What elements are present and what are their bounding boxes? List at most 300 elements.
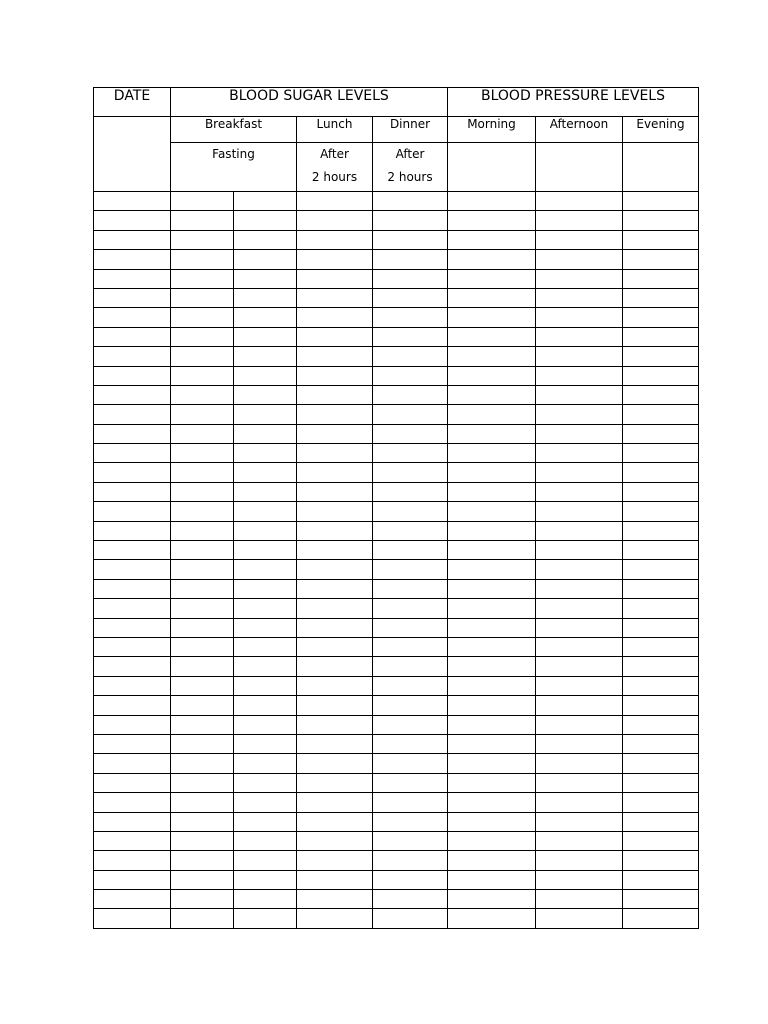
date-cell[interactable] [94,327,171,346]
morning-pressure-cell[interactable] [448,269,536,288]
date-cell[interactable] [94,909,171,928]
evening-pressure-cell[interactable] [623,444,699,463]
breakfast-reading-2-cell[interactable] [234,909,297,928]
morning-pressure-cell[interactable] [448,657,536,676]
morning-pressure-cell[interactable] [448,579,536,598]
breakfast-reading-2-cell[interactable] [234,366,297,385]
breakfast-reading-2-cell[interactable] [234,560,297,579]
morning-pressure-cell[interactable] [448,230,536,249]
breakfast-reading-2-cell[interactable] [234,715,297,734]
morning-pressure-cell[interactable] [448,851,536,870]
dinner-reading-cell[interactable] [373,851,448,870]
breakfast-reading-2-cell[interactable] [234,890,297,909]
morning-pressure-cell[interactable] [448,211,536,230]
date-cell[interactable] [94,192,171,211]
date-cell[interactable] [94,599,171,618]
afternoon-pressure-cell[interactable] [536,482,623,501]
evening-pressure-cell[interactable] [623,211,699,230]
lunch-reading-cell[interactable] [297,560,373,579]
date-cell[interactable] [94,347,171,366]
breakfast-reading-1-cell[interactable] [171,793,234,812]
lunch-reading-cell[interactable] [297,521,373,540]
evening-pressure-cell[interactable] [623,502,699,521]
breakfast-reading-2-cell[interactable] [234,734,297,753]
morning-pressure-cell[interactable] [448,347,536,366]
afternoon-pressure-cell[interactable] [536,637,623,656]
dinner-reading-cell[interactable] [373,521,448,540]
breakfast-reading-1-cell[interactable] [171,560,234,579]
breakfast-reading-1-cell[interactable] [171,579,234,598]
breakfast-reading-2-cell[interactable] [234,288,297,307]
dinner-reading-cell[interactable] [373,288,448,307]
afternoon-pressure-cell[interactable] [536,909,623,928]
evening-pressure-cell[interactable] [623,366,699,385]
breakfast-reading-2-cell[interactable] [234,851,297,870]
breakfast-reading-1-cell[interactable] [171,327,234,346]
dinner-reading-cell[interactable] [373,192,448,211]
dinner-reading-cell[interactable] [373,579,448,598]
afternoon-pressure-cell[interactable] [536,851,623,870]
breakfast-reading-2-cell[interactable] [234,502,297,521]
date-cell[interactable] [94,541,171,560]
lunch-reading-cell[interactable] [297,444,373,463]
morning-pressure-cell[interactable] [448,599,536,618]
morning-pressure-cell[interactable] [448,754,536,773]
morning-pressure-cell[interactable] [448,385,536,404]
morning-pressure-cell[interactable] [448,482,536,501]
afternoon-pressure-cell[interactable] [536,502,623,521]
morning-pressure-cell[interactable] [448,424,536,443]
lunch-reading-cell[interactable] [297,230,373,249]
dinner-reading-cell[interactable] [373,269,448,288]
afternoon-pressure-cell[interactable] [536,385,623,404]
breakfast-reading-1-cell[interactable] [171,851,234,870]
lunch-reading-cell[interactable] [297,579,373,598]
dinner-reading-cell[interactable] [373,909,448,928]
evening-pressure-cell[interactable] [623,599,699,618]
breakfast-reading-1-cell[interactable] [171,890,234,909]
breakfast-reading-2-cell[interactable] [234,754,297,773]
date-cell[interactable] [94,560,171,579]
lunch-reading-cell[interactable] [297,541,373,560]
lunch-reading-cell[interactable] [297,366,373,385]
date-cell[interactable] [94,288,171,307]
dinner-reading-cell[interactable] [373,230,448,249]
breakfast-reading-2-cell[interactable] [234,831,297,850]
lunch-reading-cell[interactable] [297,463,373,482]
breakfast-reading-1-cell[interactable] [171,734,234,753]
afternoon-pressure-cell[interactable] [536,463,623,482]
date-cell[interactable] [94,870,171,889]
breakfast-reading-2-cell[interactable] [234,444,297,463]
afternoon-pressure-cell[interactable] [536,211,623,230]
breakfast-reading-2-cell[interactable] [234,637,297,656]
morning-pressure-cell[interactable] [448,502,536,521]
evening-pressure-cell[interactable] [623,793,699,812]
evening-pressure-cell[interactable] [623,851,699,870]
dinner-reading-cell[interactable] [373,541,448,560]
lunch-reading-cell[interactable] [297,754,373,773]
evening-pressure-cell[interactable] [623,773,699,792]
dinner-reading-cell[interactable] [373,308,448,327]
evening-pressure-cell[interactable] [623,424,699,443]
breakfast-reading-2-cell[interactable] [234,269,297,288]
lunch-reading-cell[interactable] [297,347,373,366]
breakfast-reading-1-cell[interactable] [171,463,234,482]
evening-pressure-cell[interactable] [623,734,699,753]
dinner-reading-cell[interactable] [373,696,448,715]
lunch-reading-cell[interactable] [297,405,373,424]
breakfast-reading-1-cell[interactable] [171,366,234,385]
afternoon-pressure-cell[interactable] [536,288,623,307]
date-cell[interactable] [94,308,171,327]
dinner-reading-cell[interactable] [373,773,448,792]
date-cell[interactable] [94,831,171,850]
date-cell[interactable] [94,812,171,831]
breakfast-reading-2-cell[interactable] [234,793,297,812]
afternoon-pressure-cell[interactable] [536,793,623,812]
evening-pressure-cell[interactable] [623,521,699,540]
lunch-reading-cell[interactable] [297,870,373,889]
date-cell[interactable] [94,463,171,482]
afternoon-pressure-cell[interactable] [536,230,623,249]
breakfast-reading-1-cell[interactable] [171,812,234,831]
breakfast-reading-1-cell[interactable] [171,831,234,850]
breakfast-reading-1-cell[interactable] [171,288,234,307]
breakfast-reading-1-cell[interactable] [171,308,234,327]
dinner-reading-cell[interactable] [373,734,448,753]
date-cell[interactable] [94,521,171,540]
evening-pressure-cell[interactable] [623,192,699,211]
breakfast-reading-1-cell[interactable] [171,773,234,792]
dinner-reading-cell[interactable] [373,560,448,579]
dinner-reading-cell[interactable] [373,676,448,695]
evening-pressure-cell[interactable] [623,269,699,288]
breakfast-reading-2-cell[interactable] [234,250,297,269]
afternoon-pressure-cell[interactable] [536,618,623,637]
breakfast-reading-1-cell[interactable] [171,618,234,637]
date-cell[interactable] [94,734,171,753]
dinner-reading-cell[interactable] [373,424,448,443]
date-cell[interactable] [94,405,171,424]
dinner-reading-cell[interactable] [373,405,448,424]
breakfast-reading-1-cell[interactable] [171,250,234,269]
morning-pressure-cell[interactable] [448,366,536,385]
breakfast-reading-1-cell[interactable] [171,347,234,366]
date-cell[interactable] [94,502,171,521]
afternoon-pressure-cell[interactable] [536,676,623,695]
breakfast-reading-2-cell[interactable] [234,618,297,637]
afternoon-pressure-cell[interactable] [536,870,623,889]
date-cell[interactable] [94,366,171,385]
evening-pressure-cell[interactable] [623,831,699,850]
breakfast-reading-1-cell[interactable] [171,444,234,463]
morning-pressure-cell[interactable] [448,288,536,307]
evening-pressure-cell[interactable] [623,482,699,501]
evening-pressure-cell[interactable] [623,560,699,579]
dinner-reading-cell[interactable] [373,890,448,909]
morning-pressure-cell[interactable] [448,696,536,715]
breakfast-reading-2-cell[interactable] [234,385,297,404]
morning-pressure-cell[interactable] [448,521,536,540]
breakfast-reading-2-cell[interactable] [234,773,297,792]
date-cell[interactable] [94,269,171,288]
breakfast-reading-1-cell[interactable] [171,230,234,249]
breakfast-reading-1-cell[interactable] [171,502,234,521]
breakfast-reading-1-cell[interactable] [171,676,234,695]
dinner-reading-cell[interactable] [373,599,448,618]
dinner-reading-cell[interactable] [373,831,448,850]
morning-pressure-cell[interactable] [448,831,536,850]
dinner-reading-cell[interactable] [373,637,448,656]
date-cell[interactable] [94,637,171,656]
dinner-reading-cell[interactable] [373,385,448,404]
afternoon-pressure-cell[interactable] [536,327,623,346]
date-cell[interactable] [94,696,171,715]
lunch-reading-cell[interactable] [297,192,373,211]
breakfast-reading-2-cell[interactable] [234,424,297,443]
evening-pressure-cell[interactable] [623,579,699,598]
lunch-reading-cell[interactable] [297,676,373,695]
breakfast-reading-2-cell[interactable] [234,230,297,249]
afternoon-pressure-cell[interactable] [536,424,623,443]
afternoon-pressure-cell[interactable] [536,657,623,676]
date-cell[interactable] [94,618,171,637]
breakfast-reading-1-cell[interactable] [171,211,234,230]
lunch-reading-cell[interactable] [297,773,373,792]
date-cell[interactable] [94,211,171,230]
evening-pressure-cell[interactable] [623,327,699,346]
evening-pressure-cell[interactable] [623,812,699,831]
morning-pressure-cell[interactable] [448,250,536,269]
afternoon-pressure-cell[interactable] [536,831,623,850]
lunch-reading-cell[interactable] [297,250,373,269]
afternoon-pressure-cell[interactable] [536,754,623,773]
evening-pressure-cell[interactable] [623,870,699,889]
date-cell[interactable] [94,579,171,598]
afternoon-pressure-cell[interactable] [536,347,623,366]
morning-pressure-cell[interactable] [448,715,536,734]
breakfast-reading-2-cell[interactable] [234,579,297,598]
evening-pressure-cell[interactable] [623,890,699,909]
evening-pressure-cell[interactable] [623,696,699,715]
breakfast-reading-2-cell[interactable] [234,192,297,211]
afternoon-pressure-cell[interactable] [536,560,623,579]
lunch-reading-cell[interactable] [297,831,373,850]
date-cell[interactable] [94,444,171,463]
lunch-reading-cell[interactable] [297,657,373,676]
breakfast-reading-2-cell[interactable] [234,870,297,889]
breakfast-reading-2-cell[interactable] [234,405,297,424]
lunch-reading-cell[interactable] [297,482,373,501]
morning-pressure-cell[interactable] [448,734,536,753]
breakfast-reading-1-cell[interactable] [171,637,234,656]
dinner-reading-cell[interactable] [373,812,448,831]
date-cell[interactable] [94,657,171,676]
lunch-reading-cell[interactable] [297,288,373,307]
breakfast-reading-2-cell[interactable] [234,347,297,366]
morning-pressure-cell[interactable] [448,676,536,695]
morning-pressure-cell[interactable] [448,793,536,812]
dinner-reading-cell[interactable] [373,444,448,463]
lunch-reading-cell[interactable] [297,851,373,870]
morning-pressure-cell[interactable] [448,870,536,889]
breakfast-reading-2-cell[interactable] [234,308,297,327]
evening-pressure-cell[interactable] [623,676,699,695]
lunch-reading-cell[interactable] [297,812,373,831]
morning-pressure-cell[interactable] [448,405,536,424]
lunch-reading-cell[interactable] [297,696,373,715]
breakfast-reading-1-cell[interactable] [171,870,234,889]
breakfast-reading-2-cell[interactable] [234,482,297,501]
breakfast-reading-1-cell[interactable] [171,657,234,676]
evening-pressure-cell[interactable] [623,657,699,676]
lunch-reading-cell[interactable] [297,909,373,928]
evening-pressure-cell[interactable] [623,405,699,424]
morning-pressure-cell[interactable] [448,444,536,463]
afternoon-pressure-cell[interactable] [536,269,623,288]
dinner-reading-cell[interactable] [373,793,448,812]
lunch-reading-cell[interactable] [297,308,373,327]
date-cell[interactable] [94,754,171,773]
evening-pressure-cell[interactable] [623,715,699,734]
lunch-reading-cell[interactable] [297,793,373,812]
afternoon-pressure-cell[interactable] [536,405,623,424]
afternoon-pressure-cell[interactable] [536,366,623,385]
morning-pressure-cell[interactable] [448,773,536,792]
afternoon-pressure-cell[interactable] [536,773,623,792]
date-cell[interactable] [94,773,171,792]
afternoon-pressure-cell[interactable] [536,444,623,463]
morning-pressure-cell[interactable] [448,541,536,560]
evening-pressure-cell[interactable] [623,637,699,656]
date-cell[interactable] [94,851,171,870]
breakfast-reading-1-cell[interactable] [171,715,234,734]
dinner-reading-cell[interactable] [373,366,448,385]
breakfast-reading-1-cell[interactable] [171,192,234,211]
lunch-reading-cell[interactable] [297,211,373,230]
breakfast-reading-1-cell[interactable] [171,909,234,928]
morning-pressure-cell[interactable] [448,812,536,831]
breakfast-reading-2-cell[interactable] [234,657,297,676]
dinner-reading-cell[interactable] [373,502,448,521]
date-cell[interactable] [94,715,171,734]
date-cell[interactable] [94,676,171,695]
date-cell[interactable] [94,890,171,909]
dinner-reading-cell[interactable] [373,463,448,482]
afternoon-pressure-cell[interactable] [536,541,623,560]
breakfast-reading-2-cell[interactable] [234,211,297,230]
breakfast-reading-1-cell[interactable] [171,405,234,424]
breakfast-reading-1-cell[interactable] [171,385,234,404]
lunch-reading-cell[interactable] [297,637,373,656]
dinner-reading-cell[interactable] [373,618,448,637]
breakfast-reading-1-cell[interactable] [171,482,234,501]
lunch-reading-cell[interactable] [297,734,373,753]
date-cell[interactable] [94,385,171,404]
breakfast-reading-2-cell[interactable] [234,463,297,482]
afternoon-pressure-cell[interactable] [536,812,623,831]
lunch-reading-cell[interactable] [297,618,373,637]
afternoon-pressure-cell[interactable] [536,890,623,909]
evening-pressure-cell[interactable] [623,308,699,327]
dinner-reading-cell[interactable] [373,482,448,501]
morning-pressure-cell[interactable] [448,560,536,579]
dinner-reading-cell[interactable] [373,715,448,734]
breakfast-reading-1-cell[interactable] [171,521,234,540]
breakfast-reading-2-cell[interactable] [234,327,297,346]
dinner-reading-cell[interactable] [373,211,448,230]
date-cell[interactable] [94,793,171,812]
afternoon-pressure-cell[interactable] [536,250,623,269]
dinner-reading-cell[interactable] [373,250,448,269]
breakfast-reading-2-cell[interactable] [234,812,297,831]
date-cell[interactable] [94,230,171,249]
afternoon-pressure-cell[interactable] [536,696,623,715]
morning-pressure-cell[interactable] [448,192,536,211]
morning-pressure-cell[interactable] [448,308,536,327]
morning-pressure-cell[interactable] [448,890,536,909]
breakfast-reading-2-cell[interactable] [234,599,297,618]
lunch-reading-cell[interactable] [297,599,373,618]
breakfast-reading-2-cell[interactable] [234,676,297,695]
morning-pressure-cell[interactable] [448,463,536,482]
morning-pressure-cell[interactable] [448,909,536,928]
breakfast-reading-1-cell[interactable] [171,599,234,618]
evening-pressure-cell[interactable] [623,618,699,637]
dinner-reading-cell[interactable] [373,347,448,366]
dinner-reading-cell[interactable] [373,754,448,773]
evening-pressure-cell[interactable] [623,463,699,482]
morning-pressure-cell[interactable] [448,327,536,346]
afternoon-pressure-cell[interactable] [536,599,623,618]
breakfast-reading-1-cell[interactable] [171,541,234,560]
evening-pressure-cell[interactable] [623,347,699,366]
evening-pressure-cell[interactable] [623,230,699,249]
date-cell[interactable] [94,482,171,501]
afternoon-pressure-cell[interactable] [536,734,623,753]
afternoon-pressure-cell[interactable] [536,192,623,211]
afternoon-pressure-cell[interactable] [536,579,623,598]
breakfast-reading-1-cell[interactable] [171,424,234,443]
morning-pressure-cell[interactable] [448,618,536,637]
afternoon-pressure-cell[interactable] [536,715,623,734]
dinner-reading-cell[interactable] [373,870,448,889]
date-cell[interactable] [94,424,171,443]
evening-pressure-cell[interactable] [623,250,699,269]
lunch-reading-cell[interactable] [297,502,373,521]
evening-pressure-cell[interactable] [623,909,699,928]
evening-pressure-cell[interactable] [623,385,699,404]
breakfast-reading-2-cell[interactable] [234,521,297,540]
evening-pressure-cell[interactable] [623,754,699,773]
breakfast-reading-2-cell[interactable] [234,541,297,560]
morning-pressure-cell[interactable] [448,637,536,656]
evening-pressure-cell[interactable] [623,541,699,560]
lunch-reading-cell[interactable] [297,715,373,734]
breakfast-reading-1-cell[interactable] [171,754,234,773]
afternoon-pressure-cell[interactable] [536,521,623,540]
date-cell[interactable] [94,250,171,269]
breakfast-reading-2-cell[interactable] [234,696,297,715]
lunch-reading-cell[interactable] [297,327,373,346]
lunch-reading-cell[interactable] [297,385,373,404]
lunch-reading-cell[interactable] [297,269,373,288]
evening-pressure-cell[interactable] [623,288,699,307]
lunch-reading-cell[interactable] [297,890,373,909]
afternoon-pressure-cell[interactable] [536,308,623,327]
dinner-reading-cell[interactable] [373,657,448,676]
